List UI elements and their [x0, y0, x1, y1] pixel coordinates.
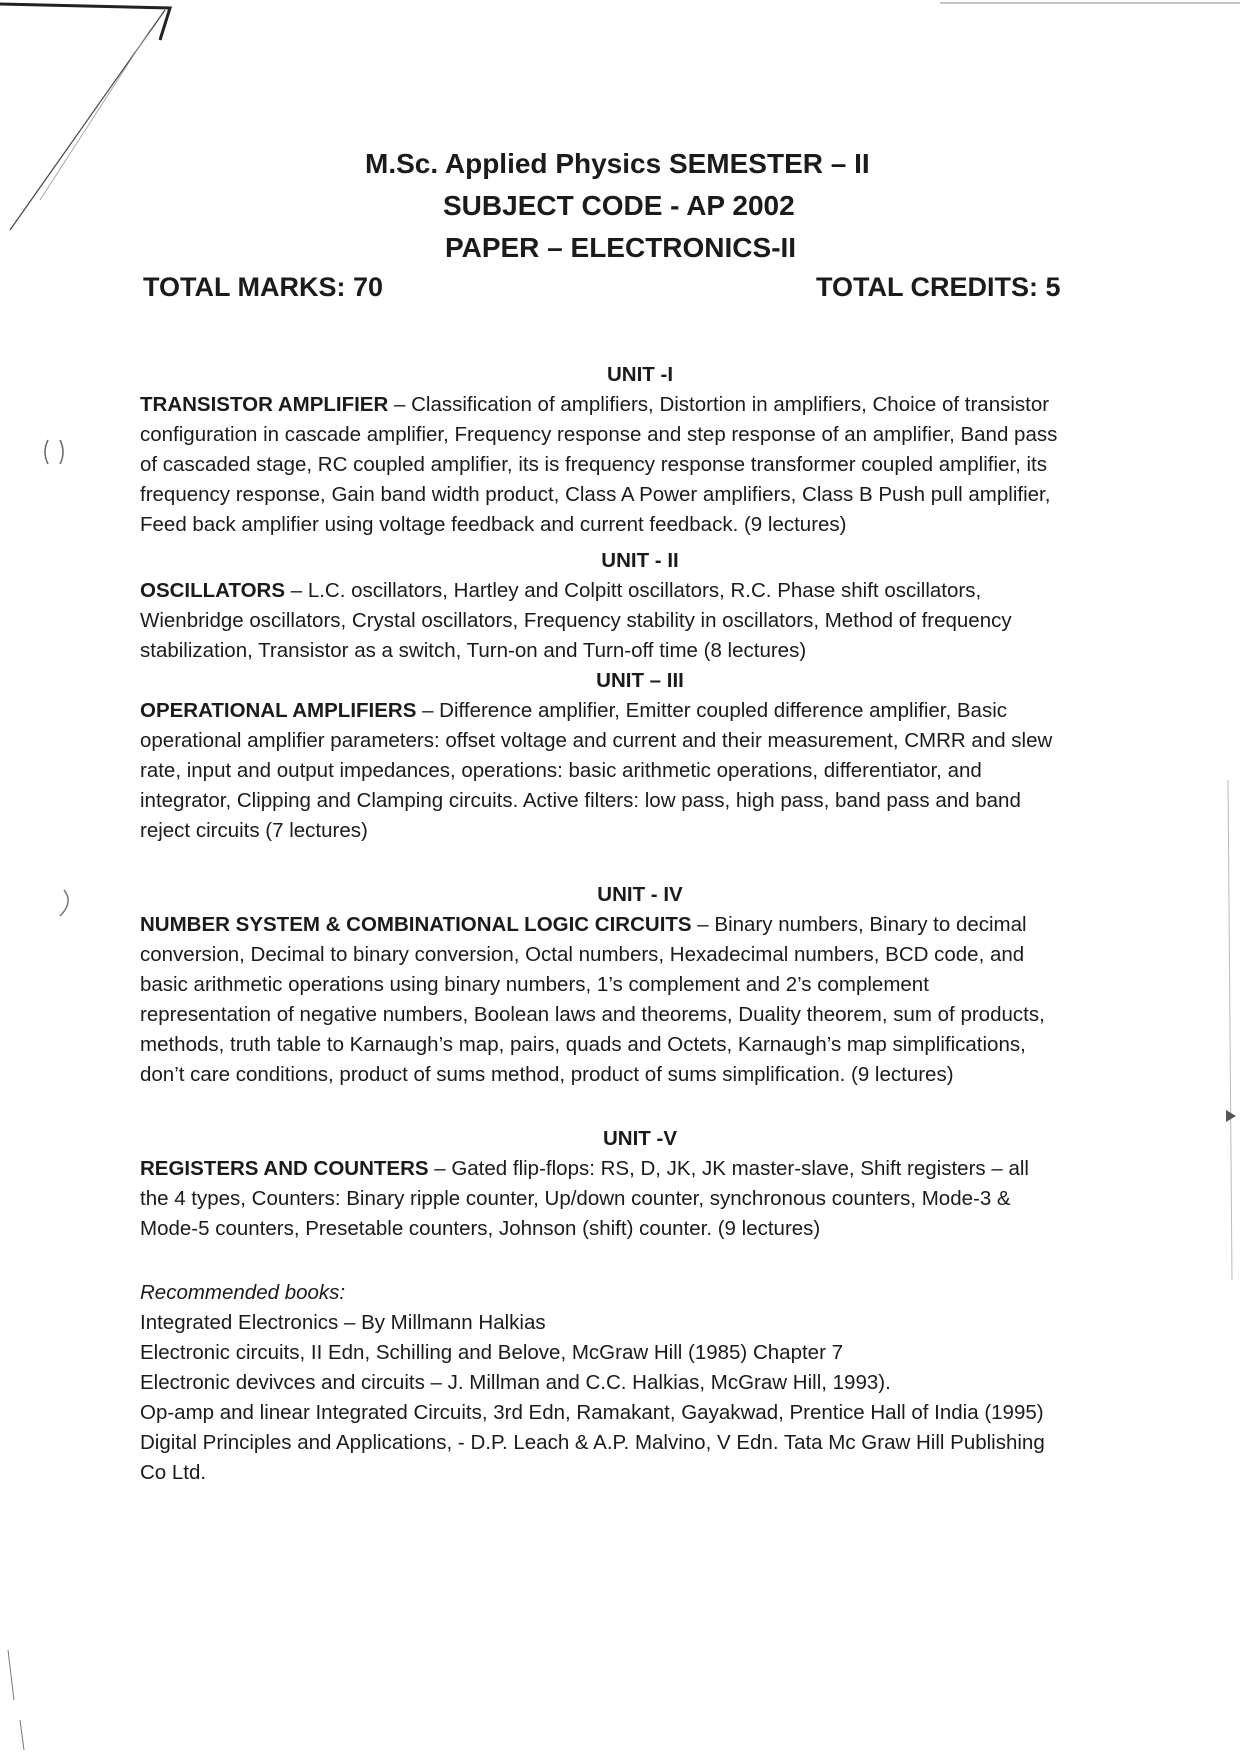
unit-topic: TRANSISTOR AMPLIFIER — [140, 393, 389, 416]
total-marks: TOTAL MARKS: 70 — [143, 272, 384, 302]
book-item: Electronic circuits, II Edn, Schilling and Belove, McGraw Hill (1985) Chapter 7 — [140, 1341, 843, 1364]
unit-topic: OSCILLATORS — [140, 579, 286, 602]
unit-text: – Difference amplifier, Emitter coupled difference amplifier, Basic operational amplifier parameters: offset voltage and current and their measurement, CMRR and slew rate, input and output impedances, operations: basic arithmetic operations, differentiator, and integrator, Clipping and Clamping circuits. Active filters: low pass, high pass, band pass and band reject circuits (7 lectures) — [140, 699, 1053, 842]
unit-description — [140, 910, 1060, 1090]
subject-code: SUBJECT CODE - AP 2002 — [443, 190, 795, 221]
total-credits: TOTAL CREDITS: 5 — [816, 272, 1061, 302]
unit-description — [140, 576, 1060, 666]
unit-title: UNIT -V — [602, 1127, 678, 1150]
unit-text: – Gated flip-flops: RS, D, JK, JK master-slave, Shift registers – all the 4 types, Counters: Binary ripple counter, Up/down counter, synchronous counters, Mode-3 & Mode-5 counters, Presetable counters, Johnson (shift) counter. (9 lectures) — [140, 1157, 1029, 1240]
unit-text: – Binary numbers, Binary to decimal conversion, Decimal to binary conversion, Octal numbers, Hexadecimal numbers, BCD code, and basic arithmetic operations using binary numbers, 1’s complement and 2’s complement representation of negative numbers, Boolean laws and theorems, Duality theorem, sum of products, methods, truth table to Karnaugh’s map, pairs, quads and Octets, Karnaugh’s map simplifications, don’t care conditions, product of sums method, product of sums simplification. (9 lectures) — [140, 913, 1045, 1086]
book-item: Op-amp and linear Integrated Circuits, 3rd Edn, Ramakant, Gayakwad, Prentice Hall of India (1995) — [140, 1401, 1044, 1424]
unit-topic: OPERATIONAL AMPLIFIERS — [140, 699, 417, 722]
unit-title: UNIT - II — [601, 549, 679, 572]
unit-description — [140, 1154, 1060, 1244]
unit-title: UNIT - IV — [597, 883, 683, 906]
unit-text: – L.C. oscillators, Hartley and Colpitt oscillators, R.C. Phase shift oscillators, Wienbridge oscillators, Crystal oscillators, Frequency stability in oscillators, Method of frequency stabilization, Transistor as a switch, Turn-on and Turn-off time (8 lectures) — [140, 579, 1012, 662]
unit-topic: REGISTERS AND COUNTERS — [140, 1157, 429, 1180]
unit-topic: NUMBER SYSTEM & COMBINATIONAL LOGIC CIRCUITS — [140, 913, 692, 936]
unit-description — [140, 696, 1060, 846]
paper-title: PAPER – ELECTRONICS-II — [445, 232, 797, 263]
book-item: Digital Principles and Applications, - D.P. Leach & A.P. Malvino, V Edn. Tata Mc Graw Hill Publishing Co Ltd. — [140, 1431, 1045, 1484]
book-item: Integrated Electronics – By Millmann Halkias — [140, 1311, 546, 1334]
unit-title: UNIT -I — [606, 363, 674, 386]
program-title: M.Sc. Applied Physics SEMESTER – II — [365, 148, 870, 179]
book-item: Electronic devivces and circuits – J. Millman and C.C. Halkias, McGraw Hill, 1993). — [140, 1371, 891, 1394]
syllabus-content — [140, 360, 1060, 1488]
unit-text: – Classification of amplifiers, Distortion in amplifiers, Choice of transistor configuration in cascade amplifier, Frequency response and step response of an amplifier, Band pass of cascaded stage, RC coupled amplifier, its is frequency response transformer coupled amplifier, its frequency response, Gain band width product, Class A Power amplifiers, Class B Push pull amplifier, Feed back amplifier using voltage feedback and current feedback. (9 lectures) — [140, 393, 1058, 536]
unit-title: UNIT – III — [596, 669, 684, 692]
recommended-books-heading: Recommended books: — [140, 1281, 346, 1304]
unit-description — [140, 390, 1060, 540]
